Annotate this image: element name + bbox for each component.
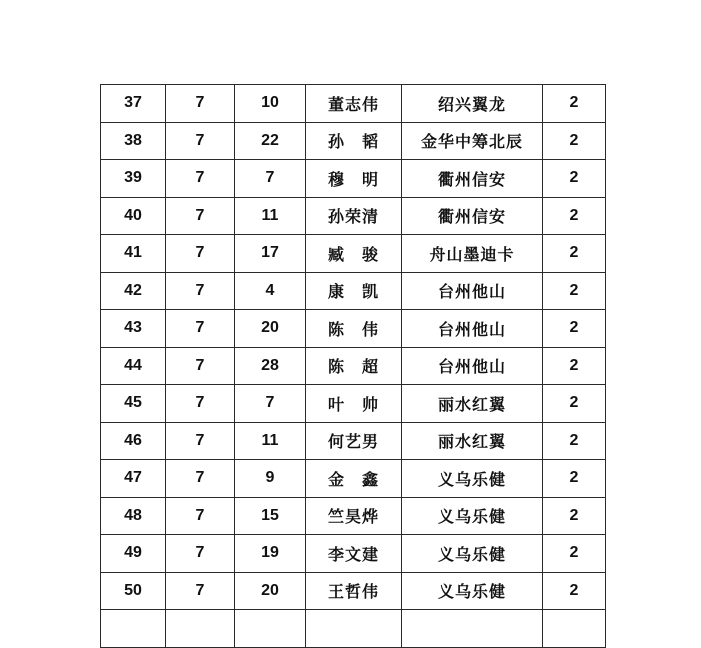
number-cell: 22 xyxy=(235,122,306,160)
table-row xyxy=(101,385,606,423)
club-name-cell: 义乌乐健 xyxy=(402,460,543,498)
player-name-cell: 孙 韬 xyxy=(306,122,402,160)
score-cell: 2 xyxy=(543,572,606,610)
score-cell: 2 xyxy=(543,197,606,235)
club-name-cell xyxy=(402,610,543,648)
number-cell: 20 xyxy=(235,310,306,348)
club-name-cell: 衢州信安 xyxy=(402,160,543,198)
rank-cell xyxy=(101,610,166,648)
group-cell: 7 xyxy=(166,460,235,498)
group-cell: 7 xyxy=(166,310,235,348)
number-cell: 11 xyxy=(235,197,306,235)
player-name-cell: 李文建 xyxy=(306,535,402,573)
club-name-cell: 义乌乐健 xyxy=(402,497,543,535)
rank-cell: 43 xyxy=(101,310,166,348)
number-cell: 20 xyxy=(235,572,306,610)
score-cell: 2 xyxy=(543,385,606,423)
number-cell: 15 xyxy=(235,497,306,535)
club-name-cell: 丽水红翼 xyxy=(402,422,543,460)
table-row xyxy=(101,197,606,235)
table-row xyxy=(101,460,606,498)
table-row xyxy=(101,497,606,535)
club-name-cell: 绍兴翼龙 xyxy=(402,85,543,123)
player-name-cell: 叶 帅 xyxy=(306,385,402,423)
player-name-cell: 何艺男 xyxy=(306,422,402,460)
score-cell: 2 xyxy=(543,422,606,460)
player-name-cell: 竺昊烨 xyxy=(306,497,402,535)
table-row xyxy=(101,572,606,610)
table-row xyxy=(101,235,606,273)
rank-cell: 42 xyxy=(101,272,166,310)
group-cell: 7 xyxy=(166,272,235,310)
number-cell: 9 xyxy=(235,460,306,498)
group-cell: 7 xyxy=(166,160,235,198)
rank-cell: 39 xyxy=(101,160,166,198)
table-row xyxy=(101,535,606,573)
number-cell: 17 xyxy=(235,235,306,273)
score-cell: 2 xyxy=(543,310,606,348)
group-cell: 7 xyxy=(166,122,235,160)
table-row xyxy=(101,160,606,198)
player-name-cell: 穆 明 xyxy=(306,160,402,198)
number-cell: 7 xyxy=(235,160,306,198)
group-cell: 7 xyxy=(166,535,235,573)
club-name-cell: 丽水红翼 xyxy=(402,385,543,423)
club-name-cell: 台州他山 xyxy=(402,347,543,385)
player-name-cell xyxy=(306,610,402,648)
results-table-body xyxy=(101,85,606,648)
number-cell: 10 xyxy=(235,85,306,123)
table-row xyxy=(101,347,606,385)
number-cell: 19 xyxy=(235,535,306,573)
score-cell xyxy=(543,610,606,648)
score-cell: 2 xyxy=(543,535,606,573)
rank-cell: 48 xyxy=(101,497,166,535)
rank-cell: 44 xyxy=(101,347,166,385)
number-cell: 7 xyxy=(235,385,306,423)
score-cell: 2 xyxy=(543,235,606,273)
club-name-cell: 台州他山 xyxy=(402,272,543,310)
table-row xyxy=(101,85,606,123)
group-cell: 7 xyxy=(166,572,235,610)
group-cell xyxy=(166,610,235,648)
table-row xyxy=(101,610,606,648)
club-name-cell: 义乌乐健 xyxy=(402,572,543,610)
club-name-cell: 衢州信安 xyxy=(402,197,543,235)
table-row xyxy=(101,122,606,160)
group-cell: 7 xyxy=(166,197,235,235)
score-cell: 2 xyxy=(543,460,606,498)
club-name-cell: 金华中筹北辰 xyxy=(402,122,543,160)
group-cell: 7 xyxy=(166,347,235,385)
rank-cell: 50 xyxy=(101,572,166,610)
group-cell: 7 xyxy=(166,422,235,460)
player-name-cell: 臧 骏 xyxy=(306,235,402,273)
score-cell: 2 xyxy=(543,497,606,535)
club-name-cell: 舟山墨迪卡 xyxy=(402,235,543,273)
score-cell: 2 xyxy=(543,272,606,310)
player-name-cell: 陈 超 xyxy=(306,347,402,385)
player-name-cell: 王哲伟 xyxy=(306,572,402,610)
player-name-cell: 孙荣清 xyxy=(306,197,402,235)
player-name-cell: 董志伟 xyxy=(306,85,402,123)
rank-cell: 46 xyxy=(101,422,166,460)
player-name-cell: 康 凯 xyxy=(306,272,402,310)
results-table xyxy=(100,84,606,648)
rank-cell: 45 xyxy=(101,385,166,423)
club-name-cell: 台州他山 xyxy=(402,310,543,348)
group-cell: 7 xyxy=(166,85,235,123)
number-cell: 11 xyxy=(235,422,306,460)
rank-cell: 49 xyxy=(101,535,166,573)
score-cell: 2 xyxy=(543,85,606,123)
table-row xyxy=(101,310,606,348)
player-name-cell: 金 鑫 xyxy=(306,460,402,498)
player-name-cell: 陈 伟 xyxy=(306,310,402,348)
number-cell xyxy=(235,610,306,648)
group-cell: 7 xyxy=(166,235,235,273)
rank-cell: 41 xyxy=(101,235,166,273)
table-row xyxy=(101,272,606,310)
rank-cell: 47 xyxy=(101,460,166,498)
table-row xyxy=(101,422,606,460)
score-cell: 2 xyxy=(543,160,606,198)
number-cell: 28 xyxy=(235,347,306,385)
number-cell: 4 xyxy=(235,272,306,310)
score-cell: 2 xyxy=(543,347,606,385)
score-cell: 2 xyxy=(543,122,606,160)
rank-cell: 40 xyxy=(101,197,166,235)
rank-cell: 37 xyxy=(101,85,166,123)
group-cell: 7 xyxy=(166,385,235,423)
rank-cell: 38 xyxy=(101,122,166,160)
club-name-cell: 义乌乐健 xyxy=(402,535,543,573)
group-cell: 7 xyxy=(166,497,235,535)
